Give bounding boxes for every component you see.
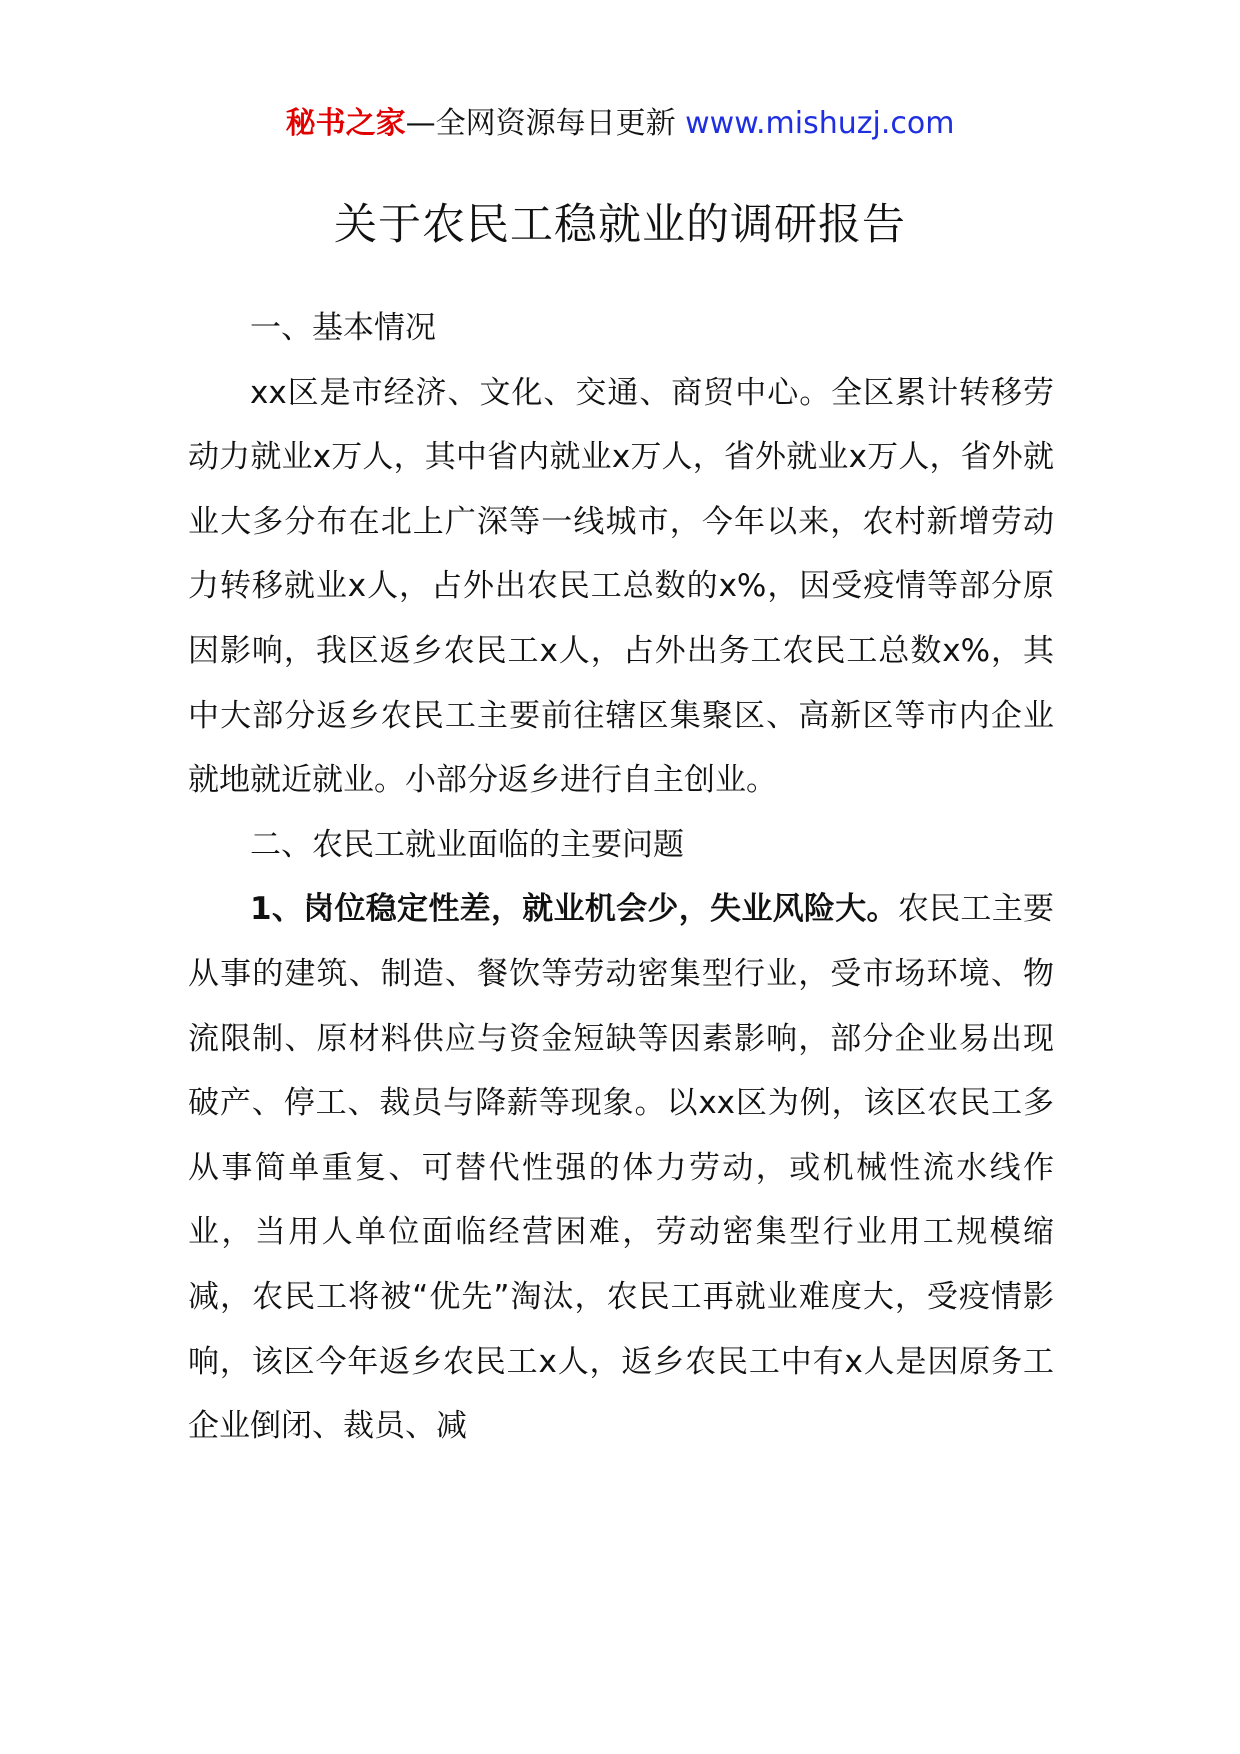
document-body <box>188 296 1054 1459</box>
brand-name: 秘书之家 <box>285 106 406 141</box>
section-heading-main-problems: 二、农民工就业面临的主要问题 <box>250 826 684 863</box>
point-1-text: 农民工主要从事的建筑、制造、餐饮等劳动密集型行业，受市场环境、物流限制、原材料供应与资金短缺等因素影响，部分企业易出现破产、停工、裁员与降薪等现象。以xx区为例，该区农民工多从事简单重复、可替代性强的体力劳动，或机械性流水线作业，当用人单位面临经营困难，劳动密集型行业用工规模缩减，农民工将被“优先”淘汰，农民工再就业难度大，受疫情影响，该区今年返乡农民工x人，返乡农民工中有x人是因原务工企业倒闭、裁员、减 <box>188 891 1054 1445</box>
header-tagline: —全网资源每日更新 <box>405 106 686 141</box>
section-heading-basic-situation: 一、基本情况 <box>250 310 436 346</box>
source-header <box>0 100 1240 148</box>
point-1-heading: 1、岗位稳定性差，就业机会少，失业风险大。 <box>250 891 898 928</box>
document-title: 关于农民工稳就业的调研报告 <box>334 200 906 250</box>
website-link[interactable]: www.mishuzj.com <box>685 106 955 141</box>
paragraph-point-1 <box>188 877 1054 1458</box>
paragraph-basic-situation: xx区是市经济、文化、交通、商贸中心。全区累计转移劳动力就业x万人，其中省内就业x万人，省外就业x万人，省外就业大多分布在北上广深等一线城市，今年以来，农村新增劳动力转移就业x人，占外出农民工总数的x%，因受疫情等部分原因影响，我区返乡农民工x人，占外出务工农民工总数x%，其中大部分返乡农民工主要前往辖区集聚区、高新区等市内企业就地就近就业。小部分返乡进行自主创业。 <box>188 374 1054 799</box>
